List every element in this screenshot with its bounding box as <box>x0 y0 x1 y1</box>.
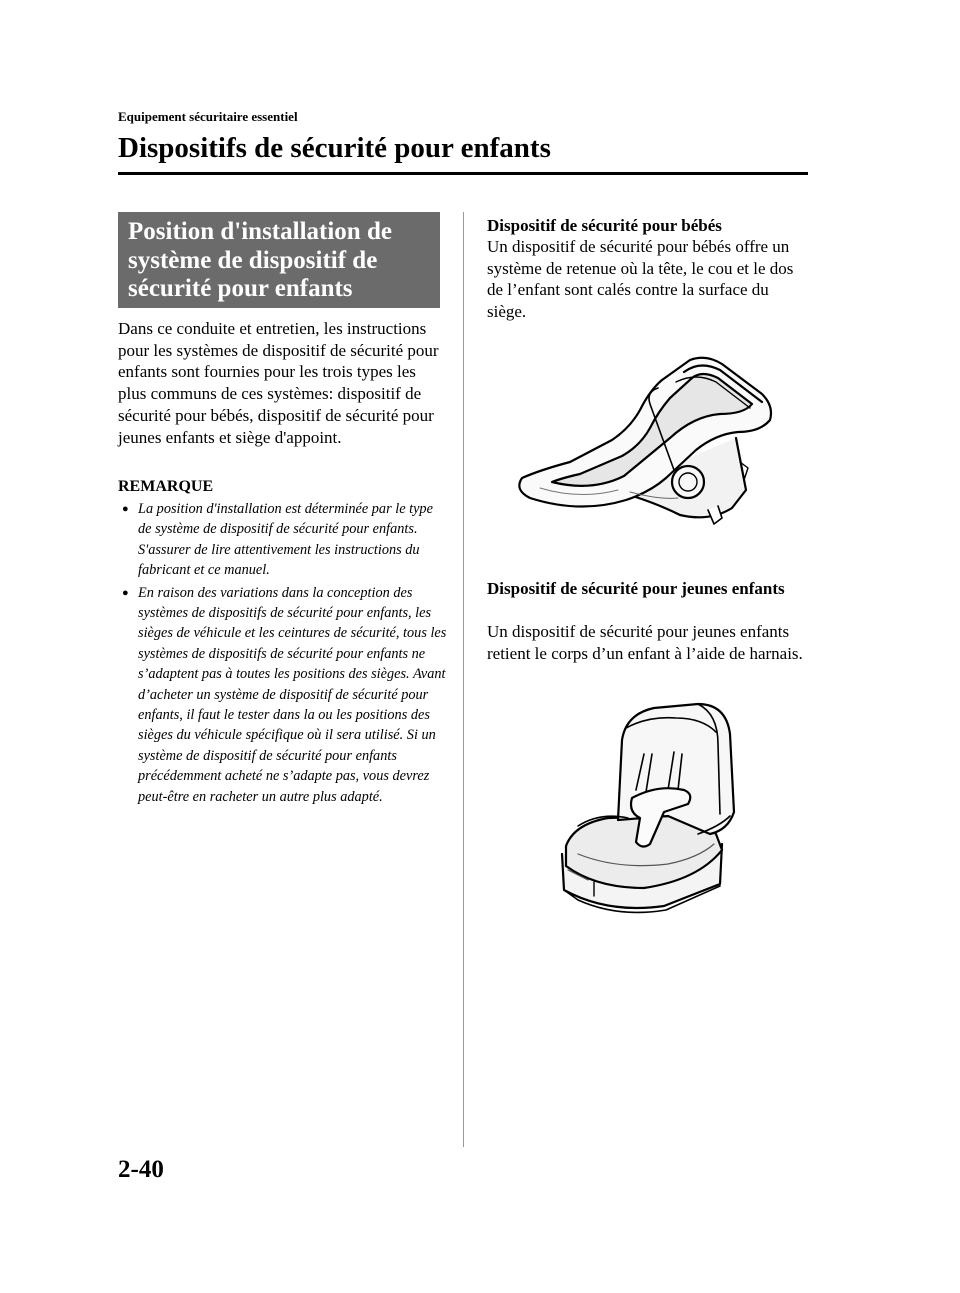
child-seat-heading: Dispositif de sécurité pour jeunes enfants <box>487 579 785 598</box>
note-text: La position d'installation est déterminée par le type de système de dispositif de sécurité pour enfants. S'assurer de lire attentivement les instructions du fabricant et ce manuel. <box>138 501 433 579</box>
infant-seat-text: Un dispositif de sécurité pour bébés offre un système de retenue où la tête, le cou et le dos de l’enfant sont calés contre la surface du siège. <box>487 237 794 322</box>
section-title: Position d'installation de système de dispositif de sécurité pour enfants <box>128 218 392 302</box>
column-divider <box>463 212 464 1147</box>
note-item <box>118 499 448 581</box>
note-item <box>118 583 448 807</box>
bullet-icon: ● <box>122 586 129 599</box>
note-list <box>118 499 448 809</box>
title-rule <box>118 172 808 175</box>
bullet-icon: ● <box>122 503 129 515</box>
running-head: Equipement sécuritaire essentiel <box>118 109 298 124</box>
page-number: 2-40 <box>118 1156 164 1183</box>
note-heading: REMARQUE <box>118 478 214 495</box>
intro-paragraph: Dans ce conduite et entretien, les instructions pour les systèmes de dispositif de sécurité pour enfants sont fournies pour les trois types les plus communs de ces systèmes: dispositif de sécurité pour bébés, dispositif de sécurité pour jeunes enfants et siège d'appoint. <box>118 319 439 447</box>
child-seat-text: Un dispositif de sécurité pour jeunes enfants retient le corps d’un enfant à l’aide de harnais. <box>487 622 803 663</box>
note-text: En raison des variations dans la conception des systèmes de dispositifs de sécurité pour enfants, les sièges de véhicule et les ceintures de sécurité, tous les systèmes de dispositifs de sécurité pour enfants ne s’adaptent pas à toutes les positions des sièges. Avant d’acheter un système de dispositif de sécurité pour enfants, il faut le tester dans la ou les positions des sièges du véhicule spécifique où il sera utilisé. Si un système de dispositif de sécurité pour enfants précédemment acheté ne s’adapte pas, vous devrez peut-être en racheter un autre plus adapté. <box>138 584 447 805</box>
infant-carrier-illustration <box>500 350 790 540</box>
page-title: Dispositifs de sécurité pour enfants <box>118 132 551 164</box>
child-seat-illustration <box>548 694 748 922</box>
infant-seat-heading: Dispositif de sécurité pour bébés <box>487 216 722 235</box>
